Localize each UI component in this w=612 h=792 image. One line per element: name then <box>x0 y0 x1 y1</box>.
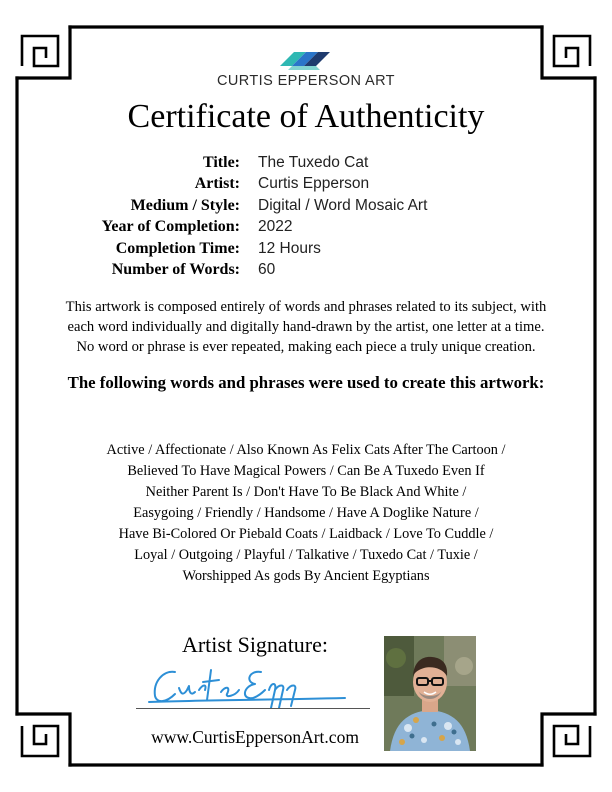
detail-row-artist <box>60 174 560 196</box>
words-line: Neither Parent Is / Don't Have To Be Black And White / <box>145 484 467 500</box>
words-heading: The following words and phrases were used to create this artwork: <box>67 373 545 392</box>
detail-label: Number of Words: <box>111 261 240 279</box>
detail-row-word-count <box>60 260 560 282</box>
detail-value: 2022 <box>258 218 293 236</box>
words-line: Believed To Have Magical Powers / Can Be A Tuxedo Even If <box>127 463 485 479</box>
detail-row-medium <box>60 195 560 217</box>
detail-label: Year of Completion: <box>101 218 240 236</box>
artwork-details <box>60 152 560 281</box>
description-line: This artwork is composed entirely of words and phrases related to its subject, with <box>65 299 547 315</box>
website-link[interactable]: www.CurtisEppersonArt.com <box>151 727 359 747</box>
certificate-title: Certificate of Authenticity <box>127 98 485 135</box>
description-line: No word or phrase is ever repeated, making each piece a truly unique creation. <box>76 339 536 355</box>
detail-value: Digital / Word Mosaic Art <box>258 196 428 214</box>
detail-label: Artist: <box>194 175 240 193</box>
detail-value: The Tuxedo Cat <box>258 153 369 171</box>
detail-row-title <box>60 152 560 174</box>
words-list <box>70 440 542 587</box>
description-line: each word individually and digitally hand-drawn by the artist, one letter at a time. <box>67 319 545 335</box>
detail-row-year <box>60 217 560 239</box>
corner-ornament-bottom-right <box>554 726 590 756</box>
detail-value: 12 Hours <box>258 239 321 257</box>
corner-ornament-bottom-left <box>22 726 58 756</box>
brand-name: CURTIS EPPERSON ART <box>217 73 395 89</box>
artist-photo <box>384 636 476 751</box>
detail-label: Title: <box>202 153 240 171</box>
words-line: Have Bi-Colored Or Piebald Coats / Laidback / Love To Cuddle / <box>118 526 494 542</box>
detail-value: Curtis Epperson <box>258 175 370 193</box>
words-line: Easygoing / Friendly / Handsome / Have A Doglike Nature / <box>133 505 479 521</box>
detail-label: Completion Time: <box>115 239 240 257</box>
artist-signature-image <box>145 660 355 710</box>
words-line: Active / Affectionate / Also Known As Felix Cats After The Cartoon / <box>106 442 506 458</box>
artwork-description <box>52 297 560 357</box>
detail-row-time <box>60 238 560 260</box>
signature-line <box>136 708 370 709</box>
words-line: Loyal / Outgoing / Playful / Talkative / Tuxedo Cat / Tuxie / <box>134 547 478 563</box>
detail-label: Medium / Style: <box>130 196 240 214</box>
detail-value: 60 <box>258 261 276 279</box>
words-line: Worshipped As gods By Ancient Egyptians <box>182 568 430 584</box>
signature-label: Artist Signature: <box>181 632 329 657</box>
